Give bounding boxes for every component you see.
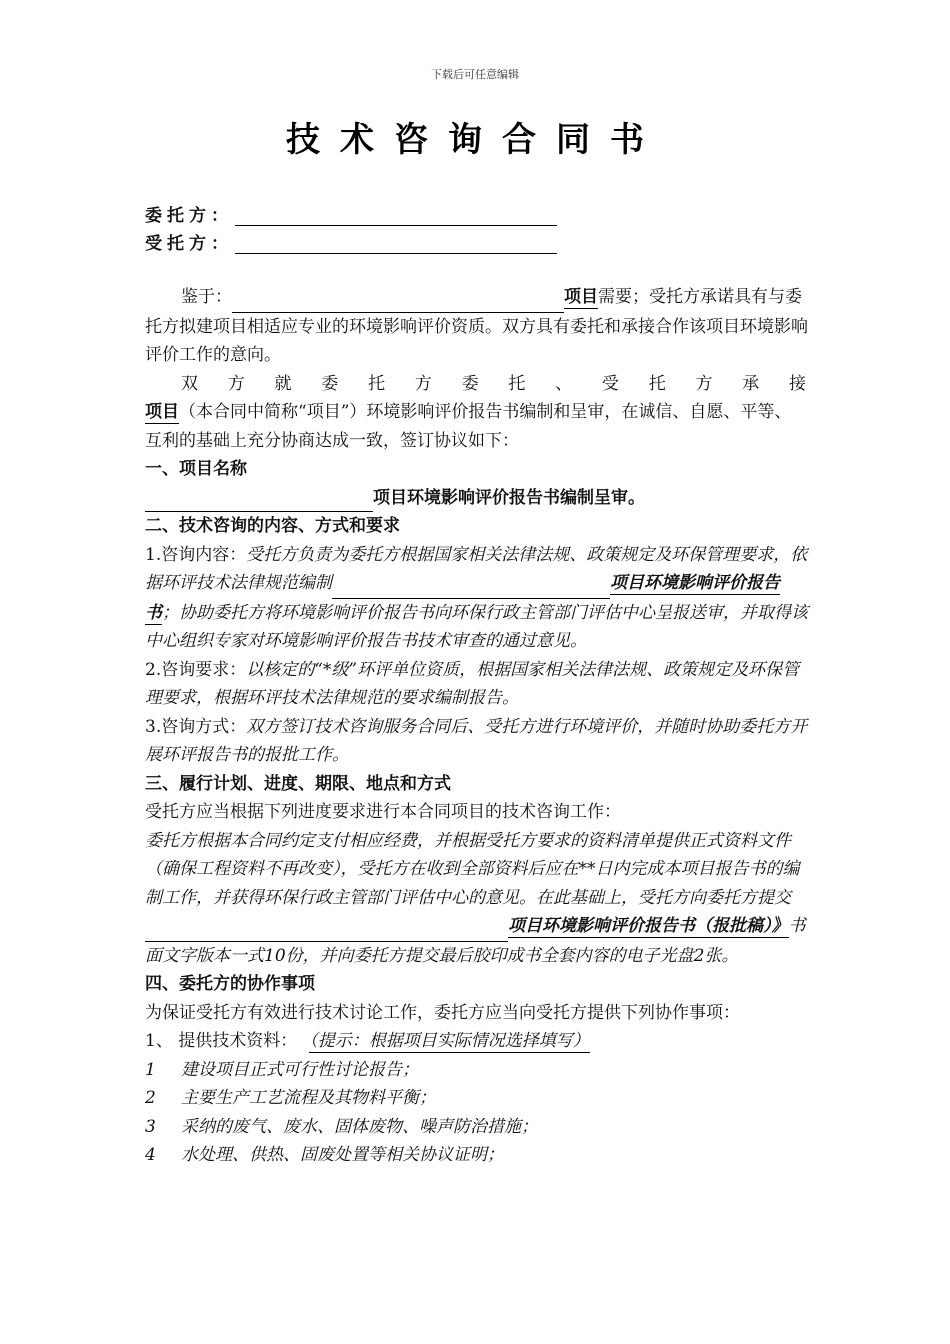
project-name-field[interactable] xyxy=(145,493,373,512)
list-item-number: 3 xyxy=(145,1116,156,1137)
contractor-label: 受托方： xyxy=(145,234,233,254)
project-blank-field[interactable] xyxy=(232,294,564,313)
list-item-text: 采纳的废气、废水、固体废物、噪声防治措施； xyxy=(181,1116,538,1137)
intro-paragraph-2-line1: 双方就委托方委托、受托方承接 xyxy=(181,373,808,394)
consult-content: 1.咨询内容：受托方负责为委托方根据国家相关法律法规、政策规定及环保管理要求，依据环评技术法律规范编制 项目环境影响评价报告书；协助委托方将环境影响评价报告书向环保行政主管部门评估中心呈报送审，并取得该中心组织专家对环境影响评价报告书技术审查的通过意见。 xyxy=(145,544,808,651)
list-item-number: 2 xyxy=(145,1088,156,1108)
consult-method: 3.咨询方式：双方签订技术咨询服务合同后、受托方进行环境评价，并随时协助委托方开展环评报告书的报批工作。 xyxy=(145,716,808,765)
contract-body xyxy=(145,283,808,1170)
list-item-text: 建设项目正式可行性讨论报告； xyxy=(181,1059,419,1080)
list-item xyxy=(145,1113,808,1142)
cooperation-intro: 为保证受托方有效进行技术讨论工作，委托方应当向受托方提供下列协作事项： xyxy=(145,1002,740,1023)
list-item-number: 4 xyxy=(145,1145,156,1165)
tech-data-list xyxy=(145,1056,808,1170)
list-item xyxy=(145,1141,808,1170)
client-label: 委托方： xyxy=(145,206,233,226)
contractor-name-field[interactable] xyxy=(235,235,557,254)
intro-paragraph-1: 鉴于： 项目需要；受托方承诺具有与委托方拟建项目相适应专业的环境影响评价资质。双方具有委托和承接合作该项目环境影响评价工作的意向。 xyxy=(145,287,808,365)
list-item xyxy=(145,1084,808,1113)
list-item xyxy=(145,1056,808,1085)
schedule-detail: 委托方根据本合同约定支付相应经费，并根据受托方要求的资料清单提供正式资料文件（确保工程资料不再改变），受托方在收到全部资料后应在**日内完成本项目报告书的编制工作，并获得环保行政主管部门评估中心的意见。在此基础上，受托方向委托方提交项目环境影响评价报告书（报批稿）》书面文字版本一式10份，并向委托方提交最后胶印成书全套内容的电子光盘2张。 xyxy=(145,830,806,966)
client-name-field[interactable] xyxy=(235,207,557,226)
consult-requirements: 2.咨询要求：以核定的“*级”环评单位资质，根据国家相关法律法规、政策规定及环保管理要求，根据环评技术法律规范的要求编制报告。 xyxy=(145,659,800,708)
list-item-text: 主要生产工艺流程及其物料平衡； xyxy=(181,1088,436,1108)
deliverable-project-field[interactable] xyxy=(145,923,508,942)
section-2-heading: 二、技术咨询的内容、方式和要求 xyxy=(145,516,400,536)
project-name-row: 项目环境影响评价报告书编制呈审。 xyxy=(145,484,808,513)
schedule-intro: 受托方应当根据下列进度要求进行本合同项目的技术咨询工作： xyxy=(145,802,621,822)
consult-project-field[interactable] xyxy=(332,580,610,599)
page-title: 技术咨询合同书 xyxy=(286,120,664,160)
header-note: 下载后可任意编辑 xyxy=(431,68,519,81)
contractor-party-row xyxy=(145,229,557,254)
section-3-heading: 三、履行计划、进度、期限、地点和方式 xyxy=(145,773,451,794)
list-item-text: 水处理、供热、固废处置等相关协议证明； xyxy=(181,1145,504,1165)
intro-paragraph-2: 项目（本合同中简称“项目”）环境影响评价报告书编制和呈审，在诚信、自愿、平等、互利的基础上充分协商达成一致，签订协议如下： xyxy=(145,402,792,451)
tech-data-item: 1、 提供技术资料： （提示：根据项目实际情况选择填写） xyxy=(145,1031,590,1051)
section-4-heading: 四、委托方的协作事项 xyxy=(145,974,315,994)
section-1-heading: 一、项目名称 xyxy=(145,459,247,479)
list-item-number: 1 xyxy=(145,1059,156,1080)
client-party-row xyxy=(145,201,557,226)
